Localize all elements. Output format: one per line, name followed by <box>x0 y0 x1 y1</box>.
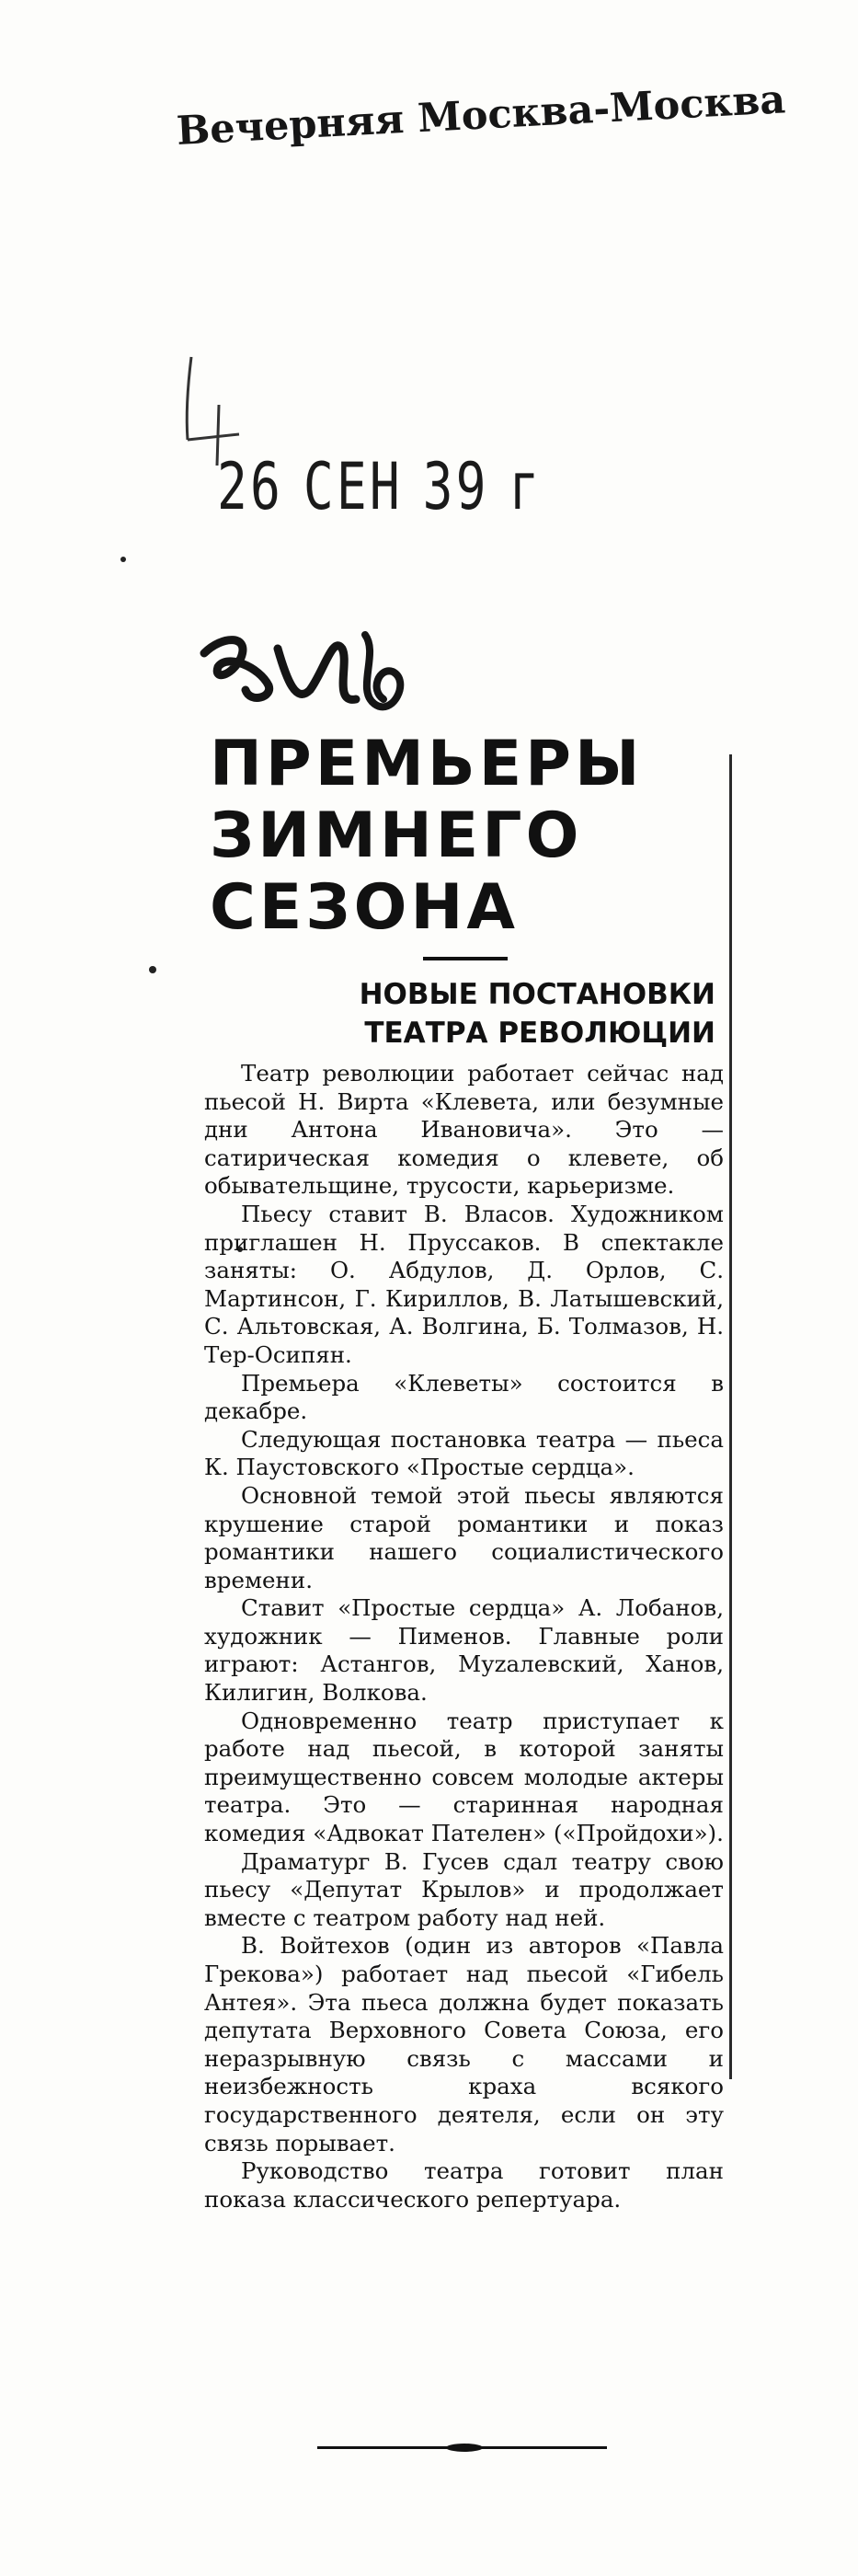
article-paragraph: Руководство театра готовит план показа классического репертуара. <box>204 2157 724 2213</box>
article-headline <box>210 729 643 944</box>
column-rule <box>729 754 732 2079</box>
subheadline-line-1: НОВЫЕ ПОСТАНОВКИ <box>359 978 715 1011</box>
article-body <box>204 1060 724 2214</box>
print-speck <box>120 557 126 562</box>
handwritten-note-icon <box>195 616 416 727</box>
end-separator <box>317 2446 607 2449</box>
subheadline-line-2: ТЕАТРА РЕВОЛЮЦИИ <box>364 1017 715 1050</box>
date-stamp-month: СЕН <box>303 449 403 524</box>
headline-separator <box>423 957 508 960</box>
date-stamp-year: 39 <box>422 449 489 524</box>
article-paragraph: Ставит «Простые сердца» А. Лобанов, художник — Пименов. Главные роли играют: Астангов, Муzалевский, Ханов, Килигин, Волкова. <box>204 1594 724 1707</box>
article-paragraph: Премьера «Клеветы» состоится в декабре. <box>204 1369 724 1425</box>
date-stamp-extra: г <box>509 449 543 524</box>
date-stamp-day: 26 <box>217 449 283 524</box>
article-subheadline <box>359 975 715 1052</box>
article-paragraph: Следующая постановка театра — пьеса К. Паустовского «Простые сердца». <box>204 1425 724 1481</box>
article-paragraph: В. Войтехов (один из авторов «Павла Грекова») работает над пьесой «Гибель Антея». Эта пьеса должна будет показать депутата Верховного Совета Союза, его неразрывную связь с массами и неизбежность краха всякого государственного деятеля, если он эту связь порывает. <box>204 1932 724 2156</box>
article-paragraph: Драматург В. Гусев сдал театру свою пьесу «Депутат Крылов» и продолжает вместе с театром работу над ней. <box>204 1847 724 1931</box>
article-paragraph: Пьесу ставит В. Власов. Художником приглашен Н. Пруссаков. В спектакле заняты: О. Абдулов, Д. Орлов, С. Мартинсон, Г. Кириллов, В. Латышевский, С. Альтовская, А. Волгина, Б. Толмазов, Н. Тер-Осипян. <box>204 1200 724 1368</box>
article-paragraph: Театр революции работает сейчас над пьесой Н. Вирта «Клевета, или безумные дни Антона Ивановича». Это — сатирическая комедия о клевете, об обывательщине, трусости, карьеризме. <box>204 1060 724 1200</box>
headline-line-1: ПРЕМЬЕРЫ <box>210 728 644 800</box>
headline-line-3: СЕЗОНА <box>210 871 520 944</box>
article-paragraph: Одновременно театр приступает к работе над пьесой, в которой заняты преимущественно совсем молодые актеры театра. Это — старинная народная комедия «Адвокат Пателен» («Пройдохи»). <box>204 1707 724 1847</box>
date-stamp <box>217 449 562 524</box>
newspaper-source-stamp: Вечерняя Москва-Москва <box>175 76 787 155</box>
headline-line-2: ЗИМНЕГО <box>210 799 583 872</box>
print-speck <box>149 966 156 973</box>
article-paragraph: Основной темой этой пьесы являются крушение старой романтики и показ романтики нашего социалистического времени. <box>204 1481 724 1593</box>
